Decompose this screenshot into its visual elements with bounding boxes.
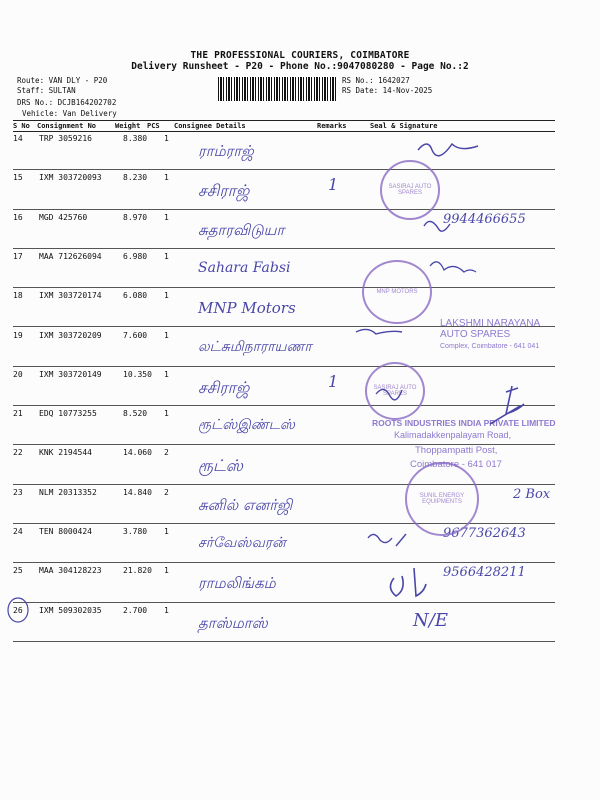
roots-stamp-line1: ROOTS INDUSTRIES INDIA PRIVATE LIMITED [372,418,556,428]
cell-sno: 23 [13,487,23,497]
cell-sno: 16 [13,212,23,222]
roots-stamp-line3: Thoppampatti Post, [415,445,498,456]
cell-remarks: 1 [328,175,339,195]
cell-weight: 8.380 [123,134,148,143]
cell-pcs: 1 [164,212,169,222]
cell-pcs: 1 [164,369,169,379]
cell-sno: 25 [13,566,23,576]
roots-stamp-line2: Kalimadakkenpalayam Road, [394,430,512,440]
cell-weight: 3.780 [123,527,148,536]
cell-weight: 8.520 [123,409,148,419]
cell-consignee: ராம்ராஜ் [198,142,254,160]
cell-pcs: 2 [164,448,169,458]
cell-pcs: 2 [164,487,169,497]
cell-consignment: IXM 509302035 [39,605,102,615]
cell-weight: 14.060 [123,448,152,458]
lakshmi-stamp-line1: LAKSHMI NARAYANA [440,318,541,329]
cell-sno: 17 [13,251,23,261]
col-header-consignment: Consignment No [37,122,97,130]
cell-sno: 20 [13,369,23,379]
cell-pcs: 1 [164,291,169,301]
row-26-circle [8,598,28,622]
cell-remarks: 1 [328,371,339,391]
cell-weight: 10.350 [123,369,152,379]
mnp-stamp: MNP MOTORS [362,260,432,324]
cell-sno: 18 [13,291,23,301]
drs-number: DRS No.: DCJB164202702 [17,98,117,107]
cell-pcs: 1 [164,527,169,536]
cell-pcs: 1 [164,251,169,261]
cell-consignment: TRP 3059216 [39,134,92,143]
cell-consignee: சசிராஜ் [198,377,250,397]
signature-16 [424,221,450,231]
cell-pcs: 1 [164,566,169,576]
cell-signature: 9944466655 [443,211,526,227]
cell-weight: 21.820 [123,566,152,576]
sunil-stamp: SUNIL ENERGY EQUIPMENTS [405,462,479,536]
cell-consignee: சுனில் எனர்ஜி [198,495,293,514]
cell-consignee: தாஸ்மாஸ் [198,613,268,632]
cell-consignment: MAA 304128223 [39,566,102,576]
cell-weight: 8.970 [123,212,148,222]
signature-17 [430,262,476,272]
cell-sno: 22 [13,448,23,458]
cell-pcs: 1 [164,605,169,615]
col-header-pcs: PCS [147,122,160,130]
signature-14 [418,144,478,156]
cell-weight: 14.840 [123,487,152,497]
cell-consignee: லட்சுமிநாராயணா [198,338,312,355]
roots-stamp-line4: Coimbatore - 641 017 [410,459,502,470]
cell-pcs: 1 [164,134,169,143]
signature-19 [356,329,402,334]
route-label: Route: VAN DLY - P20 [17,76,108,85]
lakshmi-stamp-line3: Complex, Coimbatore - 641 041 [440,343,540,350]
lakshmi-stamp-line2: AUTO SPARES [440,329,511,340]
cell-consignment: IXM 303720174 [39,291,102,301]
cell-consignment: MGD 425760 [39,212,88,222]
cell-consignee: ராமலிங்கம் [198,574,276,593]
cell-consignment: NLM 20313352 [39,487,97,497]
staff-label: Staff: SULTAN [17,86,76,95]
cell-sno: 14 [13,134,23,143]
cell-weight: 6.080 [123,291,148,301]
cell-sno: 19 [13,330,23,340]
cell-sno: 21 [13,409,23,419]
col-header-sno: S No [13,122,30,130]
runsheet-subtitle: Delivery Runsheet - P20 - Phone No.:9047080280 - Page No.:2 [131,61,469,72]
cell-consignment: IXM 303720149 [39,369,102,379]
col-header-remarks: Remarks [317,122,347,130]
cell-consignee: MNP Motors [198,299,296,318]
rs-number: RS No.: 1642027 [342,76,410,85]
cell-consignment: IXM 303720093 [39,173,102,183]
rs-date: RS Date: 14-Nov-2025 [342,86,433,95]
sasiraj-stamp: SASIRAJ AUTO SPARES [380,160,440,220]
sasiraj-stamp-2: SASIRAJ AUTO SPARES [365,362,425,420]
vehicle-label: Vehicle: Van Delivery [22,109,117,118]
signature-24 [368,534,406,546]
cell-consignment: IXM 303720209 [39,330,102,340]
cell-sno: 15 [13,173,23,183]
cell-consignee: சுதாரவிடுயா [198,220,285,239]
cell-consignment: MAA 712626094 [39,251,102,261]
company-title: THE PROFESSIONAL COURIERS, COIMBATORE [190,50,410,61]
signature-21 [490,386,524,424]
col-header-seal: Seal & Signature [370,122,438,130]
cell-consignee: ரூட்ஸ் [198,456,243,476]
cell-weight: 7.600 [123,330,148,340]
cell-consignee: சர்வேஸ்வரன் [198,535,286,551]
cell-consignment: EDQ 10773255 [39,409,97,419]
cell-consignment: KNK 2194544 [39,448,92,458]
cell-weight: 6.980 [123,251,148,261]
cell-signature: 9677362643 [443,526,526,541]
cell-pcs: 1 [164,409,169,419]
cell-sno: 26 [13,605,23,615]
cell-signature: N/E [413,609,448,631]
cell-consignee: சசிராஜ் [198,181,250,201]
cell-consignment: TEN 8000424 [39,527,92,536]
cell-weight: 2.700 [123,605,148,615]
cell-sno: 24 [13,527,23,536]
cell-signature: 2 Box [513,486,551,502]
cell-signature: 9566428211 [443,565,526,581]
cell-consignee: ரூட்ஸ்இண்டஸ் [198,417,295,434]
signature-25 [390,568,426,596]
cell-weight: 8.230 [123,173,148,183]
col-header-weight: Weight [115,122,141,130]
cell-pcs: 1 [164,330,169,340]
signature-20 [376,389,402,399]
col-header-consignee: Consignee Details [174,122,246,130]
cell-consignee: Sahara Fabsi [198,259,291,276]
cell-pcs: 1 [164,173,169,183]
